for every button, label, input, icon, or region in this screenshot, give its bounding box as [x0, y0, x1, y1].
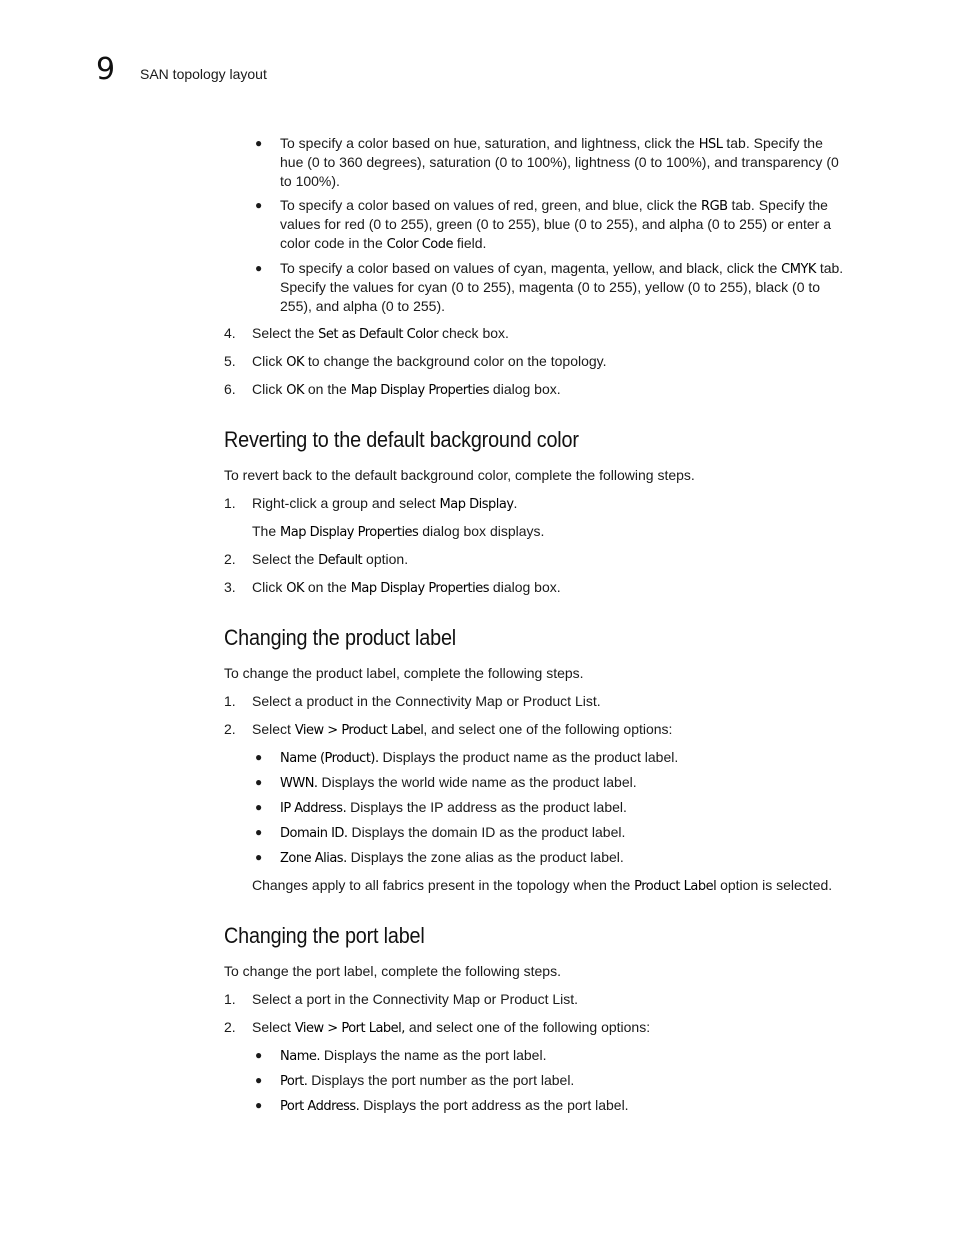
section-heading-product: Changing the product label	[224, 625, 457, 650]
text-run: Click	[252, 381, 287, 397]
bullet-icon: ●	[255, 775, 263, 789]
section-heading-revert: Reverting to the default background color	[224, 427, 579, 452]
text-run: Displays the product name as the product label.	[378, 749, 679, 765]
step-number: 4.	[224, 325, 236, 341]
text-run: tab.	[815, 260, 844, 276]
text-run: hue (0 to 360 degrees), saturation (0 to 100%), lightness (0 to 100%), and transparency (0	[280, 154, 839, 170]
text-run: To specify a color based on values of red, green, and blue, click the	[280, 197, 702, 213]
step-number: 2.	[224, 1019, 236, 1035]
text-run: Displays the name as the port label.	[320, 1047, 547, 1063]
option-item	[280, 1046, 546, 1066]
text-run: tab. Specify the	[722, 135, 823, 151]
step-text	[252, 324, 509, 344]
ui-term: Map Display Properties	[350, 383, 490, 398]
option-item	[280, 848, 624, 868]
ui-term: Name (Product).	[280, 751, 379, 766]
step-text	[252, 550, 408, 570]
bullet-line	[280, 153, 839, 172]
bullet-line	[280, 215, 831, 234]
text-run: Displays the world wide name as the product label.	[317, 774, 637, 790]
bullet-icon: ●	[255, 136, 263, 150]
ui-term: Zone Alias.	[280, 851, 347, 866]
section-heading-port: Changing the port label	[224, 923, 425, 948]
ui-term: OK	[286, 581, 304, 596]
bullet-icon: ●	[255, 1048, 263, 1062]
chapter-number: 9	[96, 52, 116, 87]
ui-term: Set as Default Color	[318, 327, 439, 342]
step-text	[252, 380, 561, 400]
text-run: and select one of the following options:	[404, 1019, 651, 1035]
text-run: To specify a color based on hue, saturation, and lightness, click the	[280, 135, 699, 151]
text-run: Displays the domain ID as the product label.	[347, 824, 626, 840]
ui-term: Map Display Properties	[350, 581, 490, 596]
ui-term: HSL	[698, 137, 723, 152]
text-run: , and select one of the following options:	[423, 721, 673, 737]
ui-term: RGB	[701, 199, 728, 214]
step-number: 2.	[224, 551, 236, 567]
option-item	[280, 823, 625, 843]
text-run: dialog box.	[489, 579, 561, 595]
text-run: Select the	[252, 551, 319, 567]
text-run: to change the background color on the topology.	[304, 353, 607, 369]
text-run: values for red (0 to 255), green (0 to 255), blue (0 to 255), and alpha (0 to 255) or enter a	[280, 216, 832, 232]
text-run: Displays the zone alias as the product label.	[346, 849, 624, 865]
text-run: To specify a color based on values of cyan, magenta, yellow, and black, click the	[280, 260, 782, 276]
step-number: 1.	[224, 495, 236, 511]
bullet-line	[280, 234, 486, 254]
text-run: Displays the IP address as the product label.	[346, 799, 627, 815]
section-note	[252, 876, 832, 896]
bullet-icon: ●	[255, 800, 263, 814]
text-run: Click	[252, 353, 287, 369]
text-run: Select	[252, 1019, 295, 1035]
step-text	[252, 990, 578, 1009]
ui-term: Default	[318, 553, 363, 568]
text-run: Select	[252, 721, 295, 737]
bullet-icon: ●	[255, 750, 263, 764]
step-result	[252, 522, 544, 542]
ui-term: Product Label	[634, 879, 717, 894]
option-item	[280, 1071, 574, 1091]
option-item	[280, 773, 637, 793]
text-run: option is selected.	[716, 877, 833, 893]
step-text	[252, 692, 601, 711]
text-run: .	[513, 495, 518, 511]
step-number: 5.	[224, 353, 236, 369]
step-number: 1.	[224, 693, 236, 709]
option-item	[280, 798, 627, 818]
ui-term: IP Address.	[280, 801, 347, 816]
option-item	[280, 1096, 629, 1116]
bullet-icon: ●	[255, 198, 263, 212]
bullet-icon: ●	[255, 850, 263, 864]
ui-term: OK	[286, 383, 304, 398]
bullet-line	[280, 134, 823, 154]
step-text	[252, 1018, 650, 1038]
text-run: Select a port in the Connectivity Map or Product List.	[252, 991, 579, 1007]
text-run: Select a product in the Connectivity Map or Product List.	[252, 693, 601, 709]
text-run: tab. Specify the	[727, 197, 828, 213]
text-run: Displays the port address as the port label.	[359, 1097, 629, 1113]
step-number: 2.	[224, 721, 236, 737]
text-run: on the	[304, 579, 351, 595]
section-intro: To revert back to the default background color, complete the following steps.	[224, 467, 695, 483]
ui-term: Map Display	[439, 497, 514, 512]
section-intro: To change the product label, complete the following steps.	[224, 665, 584, 681]
step-text	[252, 578, 561, 598]
running-title: SAN topology layout	[140, 66, 267, 82]
text-run: The	[252, 523, 281, 539]
step-text	[252, 720, 672, 740]
bullet-line	[280, 172, 340, 191]
bullet-icon: ●	[255, 1098, 263, 1112]
bullet-line	[280, 259, 843, 279]
ui-term: OK	[286, 355, 304, 370]
ui-term: CMYK	[781, 262, 816, 277]
section-intro: To change the port label, complete the following steps.	[224, 963, 561, 979]
text-run: check box.	[438, 325, 509, 341]
text-run: dialog box.	[489, 381, 561, 397]
step-text	[252, 494, 517, 514]
ui-term: View > Product Label	[294, 723, 424, 738]
text-run: field.	[452, 235, 487, 251]
ui-term: Domain ID.	[280, 826, 348, 841]
ui-term: Name.	[280, 1049, 320, 1064]
step-number: 3.	[224, 579, 236, 595]
bullet-icon: ●	[255, 261, 263, 275]
text-run: Select the	[252, 325, 319, 341]
text-run: 255), and alpha (0 to 255).	[280, 298, 446, 314]
bullet-icon: ●	[255, 825, 263, 839]
ui-term: Port.	[280, 1074, 308, 1089]
step-text	[252, 352, 607, 372]
text-run: on the	[304, 381, 351, 397]
ui-term: WWN.	[280, 776, 318, 791]
bullet-icon: ●	[255, 1073, 263, 1087]
text-run: option.	[362, 551, 409, 567]
bullet-line	[280, 297, 445, 316]
text-run: Displays the port number as the port label.	[307, 1072, 575, 1088]
text-run: Changes apply to all fabrics present in the topology when the	[252, 877, 635, 893]
step-number: 6.	[224, 381, 236, 397]
text-run: dialog box displays.	[418, 523, 545, 539]
text-run: Click	[252, 579, 287, 595]
text-run: Specify the values for cyan (0 to 255), magenta (0 to 255), yellow (0 to 255), black (0 to	[280, 279, 821, 295]
bullet-line	[280, 278, 820, 297]
ui-term: View > Port Label,	[294, 1021, 405, 1036]
ui-term: Map Display Properties	[280, 525, 419, 540]
text-run: Right-click a group and select	[252, 495, 440, 511]
bullet-line	[280, 196, 828, 216]
ui-term: Port Address.	[280, 1099, 360, 1114]
step-number: 1.	[224, 991, 236, 1007]
option-item	[280, 748, 678, 768]
text-run: color code in the	[280, 235, 387, 251]
ui-term: Color Code	[386, 237, 453, 252]
text-run: to 100%).	[280, 173, 340, 189]
